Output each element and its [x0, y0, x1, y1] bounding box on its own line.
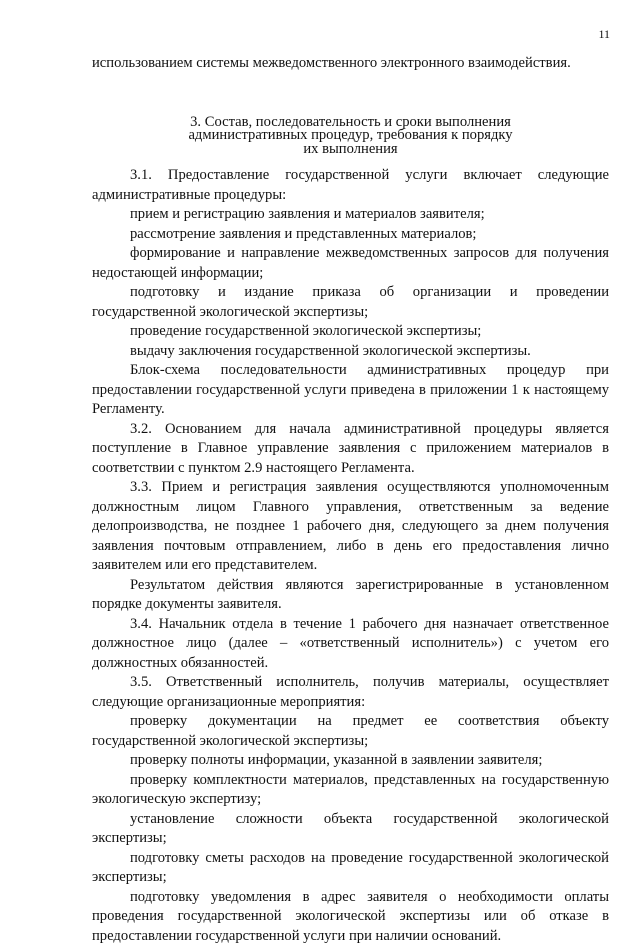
document-body — [92, 54, 609, 946]
list-item: проверку полноты информации, указанной в заявлении заявителя; — [92, 751, 609, 771]
lead-line: использованием системы межведомственного электронного взаимодействия. — [92, 54, 609, 74]
list-item: формирование и направление межведомственных запросов для получения недостающей информации; — [92, 244, 609, 283]
list-item: рассмотрение заявления и представленных материалов; — [92, 225, 609, 245]
paragraph: 3.1. Предоставление государственной услуги включает следующие административные процедуры: — [92, 166, 609, 205]
list-item: проведение государственной экологической экспертизы; — [92, 322, 609, 342]
section-heading-line: 3. Состав, последовательность и сроки выполнения — [92, 116, 609, 130]
list-item: прием и регистрацию заявления и материалов заявителя; — [92, 205, 609, 225]
section-heading — [92, 116, 609, 157]
paragraph: 3.4. Начальник отдела в течение 1 рабочего дня назначает ответственное должностное лицо (далее – «ответственный исполнитель») с учетом его должностных обязанностей. — [92, 615, 609, 674]
paragraph: Блок-схема последовательности административных процедур при предоставлении государственной услуги приведена в приложении 1 к настоящему Регламенту. — [92, 361, 609, 420]
list-item: подготовку и издание приказа об организации и проведении государственной экологической экспертизы; — [92, 283, 609, 322]
paragraph: 3.2. Основанием для начала административной процедуры является поступление в Главное управление заявления с приложением материалов в соответствии с пунктом 2.9 настоящего Регламента. — [92, 420, 609, 479]
page-number: 11 — [598, 27, 610, 41]
list-item: установление сложности объекта государственной экологической экспертизы; — [92, 810, 609, 849]
list-item: выдачу заключения государственной экологической экспертизы. — [92, 342, 609, 362]
list-item: подготовку сметы расходов на проведение государственной экологической экспертизы; — [92, 849, 609, 888]
section-heading-line: административных процедур, требования к порядку — [92, 129, 609, 143]
paragraph: 3.3. Прием и регистрация заявления осуществляются уполномоченным должностным лицом Главного управления, ответственным за ведение делопроизводства, не позднее 1 рабочего дня, следующего за днем получения заявления почтовым отправлением, либо в день его предоставления лично заявителем или его представителем. — [92, 478, 609, 576]
paragraph: 3.5. Ответственный исполнитель, получив материалы, осуществляет следующие организационные мероприятия: — [92, 673, 609, 712]
list-item: проверку документации на предмет ее соответствия объекту государственной экологической экспертизы; — [92, 712, 609, 751]
paragraph: Результатом действия являются зарегистрированные в установленном порядке документы заявителя. — [92, 576, 609, 615]
list-item: подготовку уведомления в адрес заявителя о необходимости оплаты проведения государственной экологической экспертизы или об отказе в предоставлении государственной услуги при наличии оснований. — [92, 888, 609, 946]
list-item: проверку комплектности материалов, представленных на государственную экологическую экспертизу; — [92, 771, 609, 810]
section-heading-line: их выполнения — [92, 143, 609, 157]
